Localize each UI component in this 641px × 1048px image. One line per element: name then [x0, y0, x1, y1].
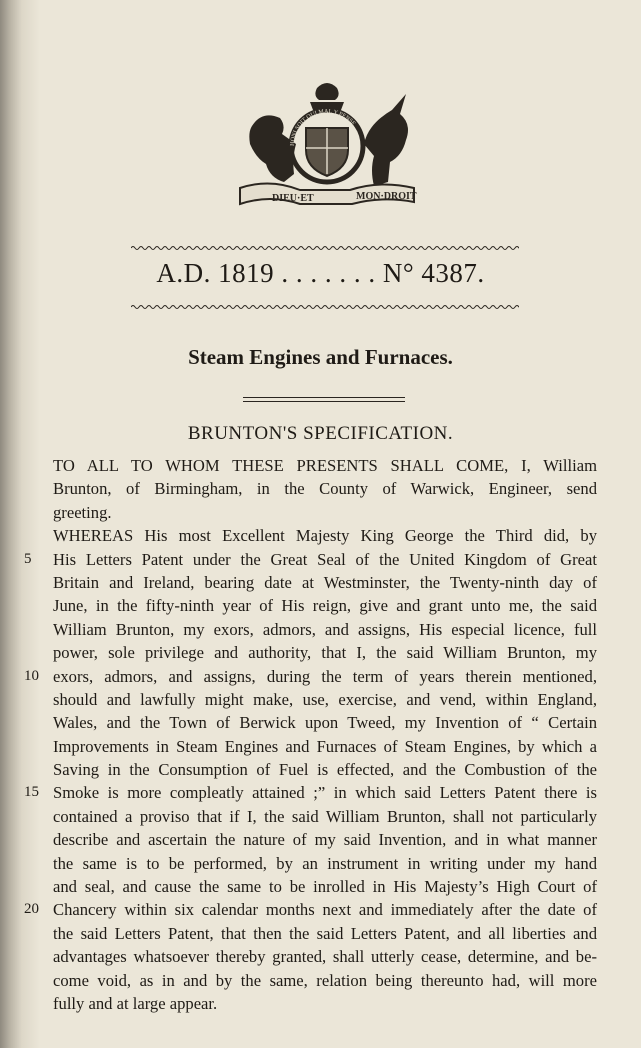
line-text: Britain and Ireland, bearing date at Westminster, the Twenty-ninth day of [53, 572, 597, 592]
patent-number: N° 4387. [382, 258, 485, 288]
line-text: His Letters Patent under the Great Seal of the United Kingdom of Great [53, 549, 597, 569]
line-text: the same is to be performed, by an instrument in writing under my hand [53, 853, 597, 873]
line-text: June, in the fifty-ninth year of His reign, give and grant unto me, the said [53, 596, 597, 616]
patent-year: A.D. 1819 [156, 258, 275, 288]
text-line [53, 805, 597, 828]
specification-title: BRUNTON'S SPECIFICATION. [187, 423, 454, 444]
garter-motto: HONI SOIT QUI MAL Y PENSE [289, 108, 357, 147]
text-line [53, 969, 597, 992]
line-number: 10 [24, 667, 39, 684]
wavy-rule-top [131, 245, 519, 251]
text-line [53, 875, 597, 898]
line-number: 20 [24, 901, 39, 918]
subject-heading: Steam Engines and Furnaces. [188, 345, 453, 369]
line-text: Improvements in Steam Engines and Furnaces of Steam Engines, by which a [53, 736, 597, 756]
line-text: greeting. [53, 502, 112, 522]
text-line [53, 992, 597, 1015]
line-text: exors, admors, and assigns, during the term of years therein mentioned, [53, 666, 597, 686]
royal-coat-of-arms [232, 80, 422, 210]
text-line [53, 594, 597, 617]
text-line [53, 945, 597, 968]
motto-right: MON·DROIT [356, 191, 417, 202]
line-text: advantages whatsoever thereby granted, shall utterly cease, determine, and be- [53, 947, 597, 967]
line-text: Brunton, of Birmingham, in the County of Warwick, Engineer, send [53, 479, 597, 499]
line-text: Saving in the Consumption of Fuel is effected, and the Combustion of the [53, 760, 597, 780]
text-line [53, 688, 597, 711]
line-text: and seal, and cause the same to be inrolled in His Majesty’s High Court of [53, 877, 597, 897]
text-line [53, 922, 597, 945]
line-text: fully and at large appear. [53, 993, 218, 1013]
text-line [53, 618, 597, 641]
patent-header [0, 258, 641, 289]
line-text: contained a proviso that if I, the said William Brunton, shall not particularly [53, 806, 597, 826]
text-line [53, 852, 597, 875]
line-text: Smoke is more compleatly attained ;” in which said Letters Patent there is [53, 783, 597, 803]
double-rule-divider [243, 397, 405, 402]
text-line [53, 641, 597, 664]
line-number: 15 [24, 784, 39, 801]
text-line [53, 758, 597, 781]
specification-body [24, 454, 597, 1015]
motto-left: DIEU·ET [272, 193, 314, 204]
line-text: William Brunton, my exors, admors, and assigns, His especial licence, full [53, 619, 597, 639]
text-line [53, 477, 597, 500]
line-number: 5 [24, 550, 32, 567]
line-text: WHEREAS His most Excellent Majesty King George the Third did, by [53, 526, 597, 546]
text-line [53, 711, 597, 734]
text-line [24, 781, 597, 804]
line-text: the said Letters Patent, that then the said Letters Patent, and all liberties and [53, 923, 597, 943]
line-text: come void, as in and by the same, relation being thereunto had, will more [53, 970, 597, 990]
line-text: Wales, and the Town of Berwick upon Tweed, my Invention of “ Certain [53, 713, 597, 733]
wavy-rule-bottom [131, 304, 519, 310]
text-line [24, 898, 597, 921]
line-text: should and lawfully might make, use, exercise, and vend, within England, [53, 689, 597, 709]
text-line [53, 571, 597, 594]
line-text: TO ALL TO WHOM THESE PRESENTS SHALL COME, I, William [53, 456, 597, 475]
text-line [53, 454, 597, 477]
text-line [24, 548, 597, 571]
text-line [53, 524, 597, 547]
text-line [53, 828, 597, 851]
line-text: Chancery within six calendar months next and immediately after the date of [53, 900, 597, 920]
text-line [24, 665, 597, 688]
line-text: power, sole privilege and authority, that I, the said William Brunton, my [53, 643, 597, 663]
header-dots: . . . . . . . [281, 258, 376, 288]
text-line [53, 501, 597, 524]
line-text: describe and ascertain the nature of my said Invention, and in what manner [53, 830, 597, 850]
text-line [53, 735, 597, 758]
